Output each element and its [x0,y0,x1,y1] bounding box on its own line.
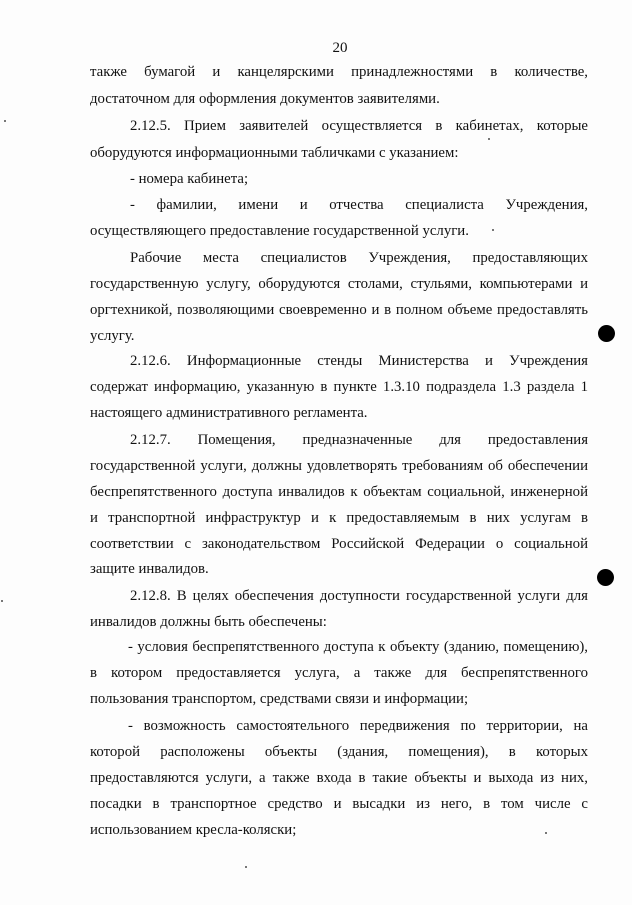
scan-speck [492,229,494,231]
text-line: беспрепятственного доступа инвалидов к объектам социальной, инженерной [90,484,588,500]
text-line: услугу. [90,328,135,344]
text-line: в котором предоставляется услуга, а также для беспрепятственного [90,665,588,681]
text-line: содержат информацию, указанную в пункте 1.3.10 подраздела 1.3 раздела 1 [90,379,588,395]
text-line: 2.12.5. Прием заявителей осуществляется в кабинетах, которые [130,118,588,134]
scan-speck [245,866,247,868]
text-line: Рабочие места специалистов Учреждения, предоставляющих [130,250,588,266]
text-line: государственной услуги, должны удовлетворять требованиям об обеспечении [90,458,588,474]
text-line: настоящего административного регламента. [90,405,368,421]
text-line: - номера кабинета; [130,171,249,187]
text-line: - фамилии, имени и отчества специалиста Учреждения, [130,197,588,213]
text-line: защите инвалидов. [90,561,209,577]
text-line: использованием кресла-коляски; [90,822,297,838]
text-line: достаточном для оформления документов заявителями. [90,91,440,107]
page-number: 20 [332,40,348,56]
punch-hole-mark [597,569,614,586]
text-line: оборудуются информационными табличками с указанием: [90,145,459,161]
text-line: осуществляющего предоставление государственной услуги. [90,223,469,239]
text-line: и транспортной инфраструктур и к предоставляемым в них услугам в [90,510,588,526]
text-line: - возможность самостоятельного передвижения по территории, на [128,718,588,734]
text-line: государственную услугу, оборудуются столами, стульями, компьютерами и [90,276,588,292]
text-line: инвалидов должны быть обеспечены: [90,614,327,630]
text-line: 2.12.6. Информационные стенды Министерства и Учреждения [130,353,588,369]
text-line: 2.12.7. Помещения, предназначенные для предоставления [130,432,588,448]
text-line: посадки в транспортное средство и высадки из него, в том числе с [90,796,588,812]
punch-hole-mark [598,325,615,342]
text-line: которой расположены объекты (здания, помещения), в которых [90,744,588,760]
text-line: оргтехникой, позволяющими своевременно и в полном объеме предоставлять [90,302,588,318]
text-line: - условия беспрепятственного доступа к объекту (зданию, помещению), [128,639,588,655]
text-line: предоставляются услуги, а также входа в такие объекты и выхода из них, [90,770,588,786]
scan-speck [488,138,490,140]
scan-speck [545,832,547,834]
scan-speck [4,120,6,122]
scan-speck [1,600,3,602]
text-line: также бумагой и канцелярскими принадлежностями в количестве, [90,64,588,80]
text-line: соответствии с законодательством Российской Федерации о социальной [90,536,588,552]
text-line: 2.12.8. В целях обеспечения доступности государственной услуги для [130,588,588,604]
text-line: пользования транспортом, средствами связи и информации; [90,691,469,707]
